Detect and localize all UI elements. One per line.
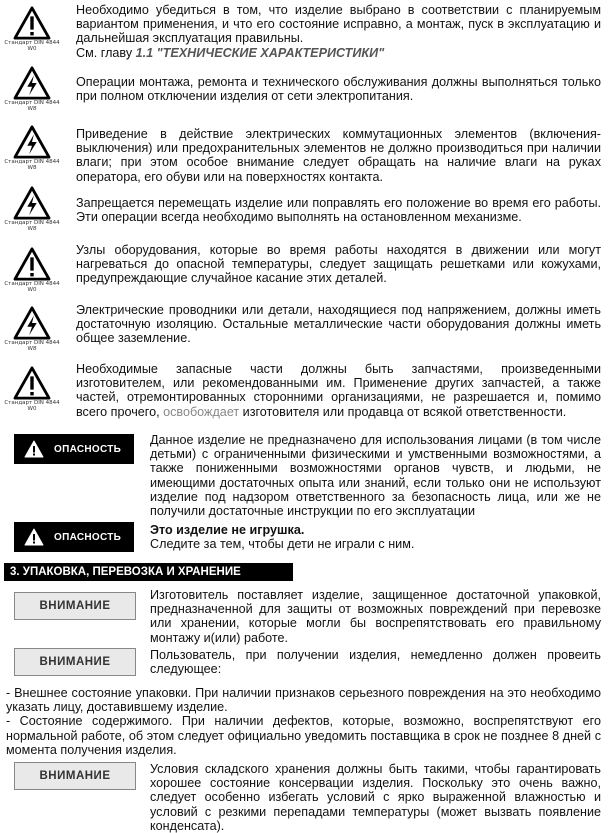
attention-badge: ВНИМАНИЕ [14, 592, 136, 620]
checklist [6, 686, 601, 757]
danger-text-2: Это изделие не игрушка. Следите за тем, чтобы дети не играли с ним. [150, 523, 601, 551]
danger-text-1: Данное изделие не предназначено для использования лицами (в том числе детьми) с ограниченными физическими и умственными возможностями, а также пониженными возможностями органов чувств, и людьми, не имеющими достаточных опыта или знаний, если только они не используют изделие под надзором ответственного за безопасность лица, или же не получили достаточные инструкции по его эксплуатации [150, 433, 601, 519]
section-header: 3. УПАКОВКА, ПЕРЕВОЗКА И ХРАНЕНИЕ [4, 563, 293, 581]
warning-text-1: Изготовитель поставляет изделие, защищенное достаточной упаковкой, предназначенной для защиты от возможных повреждений при перевозке или хранении, которые могли бы воспрепятствовать его правильному монтажу и(или) работе. [150, 588, 601, 645]
icon-caption: Стандарт DIN 4844 W8 [4, 340, 60, 352]
warning-triangle-icon [4, 366, 60, 412]
paragraph-5: Узлы оборудования, которые во время работы находятся в движении или могут нагреваться до опасной температуры, следует защищать решетками или кожухами, предупреждающие случайное касание этих деталей. [76, 243, 601, 286]
warning-text-2: Пользователь, при получении изделия, немедленно должен провеить следующее: [150, 648, 601, 677]
chapter-ref-number: 1.1 [135, 45, 154, 60]
greyed-text: освобождает [163, 404, 240, 419]
paragraph-7: Необходимые запасные части должны быть запчастями, произведенными изготовителем, или рекомендованными им. Применение других запчастей, а также частей, отремонтированных сторонними организациями, не разрешается и, помимо всего прочего, освобождает изготовителя или продавца от всякой ответственности. [76, 362, 601, 419]
paragraph-3: Приведение в действие электрических коммутационных элементов (включения-выключения) или предохранительных элементов не должно производиться при наличии влаги; при этом особое внимание следует обращать на наличие влаги на руках оператора, его обуви или на поверхностях контакта. [76, 127, 601, 184]
danger-badge: ОПАСНОСТЬ [14, 434, 134, 464]
list-item: - Состояние содержимого. При наличии дефектов, которые, возможно, воспрепятствуют его нормальной работе, об этом следует официально уведомить поставщика в срок не позднее 8 дней с момента получения изделия. [6, 714, 601, 757]
warning-triangle-icon [24, 440, 44, 458]
electric-hazard-icon [4, 66, 60, 112]
icon-caption: Стандарт DIN 4844 W0 [4, 400, 60, 412]
paragraph-1 [76, 3, 601, 60]
icon-caption: Стандарт DIN 4844 W8 [4, 220, 60, 232]
list-item: - Внешнее состояние упаковки. При наличии признаков серьезного повреждения на это необходимо указать лицу, доставившему изделие. [6, 686, 601, 715]
paragraph-6: Электрические проводники или детали, находящиеся под напряжением, должны иметь достаточную изоляцию. Остальные металлические части оборудования должны иметь общее заземление. [76, 303, 601, 346]
danger-badge: ОПАСНОСТЬ [14, 522, 134, 552]
warning-triangle-icon [4, 247, 60, 293]
not-a-toy-heading: Это изделие не игрушка. [150, 523, 305, 537]
electric-hazard-icon [4, 186, 60, 232]
attention-badge: ВНИМАНИЕ [14, 648, 136, 676]
warning-text-3: Условия складского хранения должны быть такими, чтобы гарантировать хорошее состояние консервации изделия. Поскольку это очень важно, следует особенно избегать условий с ярко выраженной влажностью и условий с резкими перепадами температуры (может вызвать появление конденсата). [150, 762, 601, 833]
paragraph-4: Запрещается перемещать изделие или поправлять его положение во время его работы. Эти операции всегда необходимо выполнять на остановленном механизме. [76, 196, 601, 225]
attention-badge: ВНИМАНИЕ [14, 762, 136, 790]
icon-caption: Стандарт DIN 4844 W8 [4, 159, 60, 171]
icon-caption: Стандарт DIN 4844 W8 [4, 100, 60, 112]
warning-triangle-icon [24, 528, 44, 546]
warning-triangle-icon [4, 6, 60, 52]
electric-hazard-icon [4, 125, 60, 171]
electric-hazard-icon [4, 306, 60, 352]
chapter-ref-prefix: См. главу [76, 45, 133, 60]
paragraph-2: Операции монтажа, ремонта и технического обслуживания должны выполняться только при полном отключении изделия от сети электропитания. [76, 75, 601, 104]
paragraph-1-text: Необходимо убедиться в том, что изделие выбрано в соответствии с планируемым вариантом применения, и что его состояние исправно, а монтаж, пуск в эксплуатацию и дальнейшая эксплуатация правильны. [76, 3, 601, 46]
chapter-ref-title: "ТЕХНИЧЕСКИЕ ХАРАКТЕРИСТИКИ" [156, 45, 385, 60]
icon-caption: Стандарт DIN 4844 W0 [4, 40, 60, 52]
icon-caption: Стандарт DIN 4844 W0 [4, 281, 60, 293]
